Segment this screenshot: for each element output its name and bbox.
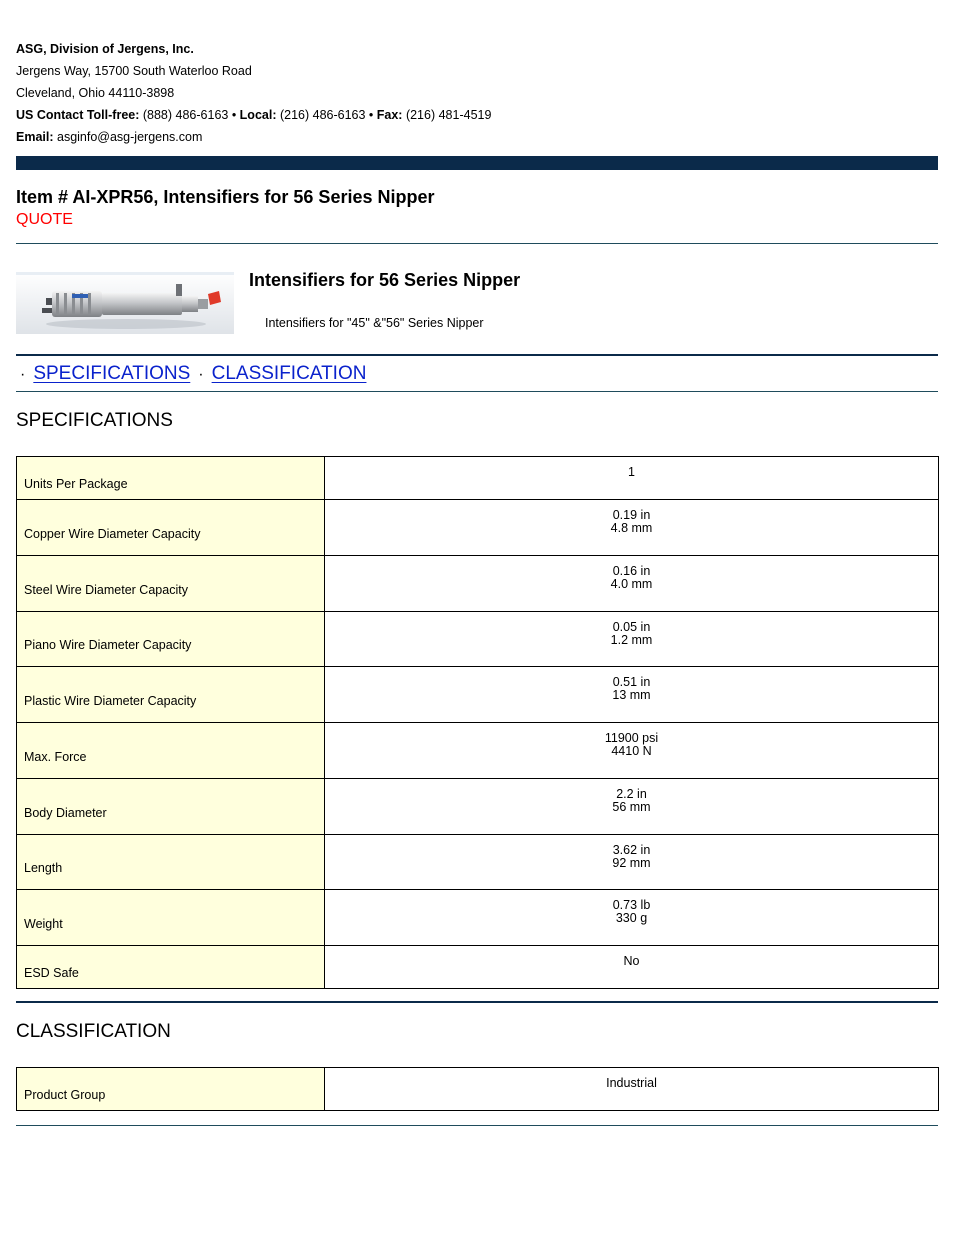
footer-divider [16,1125,938,1126]
spec-value-cell [325,667,939,723]
spec-value-metric: 4.8 mm [610,521,653,535]
spec-label-cell [17,890,325,946]
table-row [17,667,939,723]
address-line-2: Cleveland, Ohio 44110-3898 [16,86,175,100]
spec-label: Plastic Wire Diameter Capacity [24,693,197,708]
spec-label: Max. Force [24,749,87,764]
spec-value-cell [325,1068,939,1111]
specifications-table [16,456,939,989]
product-title: Intensifiers for 56 Series Nipper [249,270,521,290]
spec-value-imperial: 0.73 lb [612,898,651,912]
spec-label-cell [17,500,325,556]
item-title: Item # AI-XPR56, Intensifiers for 56 Series Nipper [16,187,435,207]
phone-line [16,104,491,126]
tollfree-label: US Contact Toll-free: [16,108,140,122]
local-label: Local: [239,108,277,122]
table-row [17,457,939,500]
email-address: asginfo@asg-jergens.com [53,130,203,144]
spec-value-metric: 4410 N [611,744,652,758]
spec-label: Product Group [24,1088,106,1102]
spec-value-metric: 4.0 mm [610,577,653,591]
nav-top-divider [16,354,938,356]
spec-value-imperial: 11900 psi [604,731,659,745]
classification-heading: CLASSIFICATION [16,1021,171,1042]
spec-label-cell [17,723,325,779]
nav-bullet: · [198,366,204,383]
table-row [17,946,939,989]
classification-top-divider [16,1001,938,1003]
nav-link-specifications[interactable]: SPECIFICATIONS [33,363,191,384]
spec-value-cell [325,779,939,835]
spec-value-cell [325,556,939,612]
spec-label: Steel Wire Diameter Capacity [24,582,188,597]
nav-bullet: · [20,366,26,383]
table-row [17,556,939,612]
table-row [17,779,939,835]
spec-value-cell [325,946,939,989]
spec-value-imperial: 0.51 in [612,675,651,689]
spec-label-cell [17,667,325,723]
table-row [17,1068,939,1111]
fax-label: Fax: [376,108,403,122]
nav-link-classification[interactable]: CLASSIFICATION [211,363,367,384]
spec-value-imperial: 1 [628,465,635,479]
table-row [17,612,939,667]
company-name: ASG, Division of Jergens, Inc. [16,42,194,56]
spec-label: Piano Wire Diameter Capacity [24,638,192,652]
spec-label-cell [17,556,325,612]
section-nav [20,363,366,385]
product-image [16,272,234,334]
spec-label: Units Per Package [24,477,128,491]
spec-value-imperial: 0.16 in [612,564,651,578]
product-description: Intensifiers for "45" &"56" Series Nipper [265,316,484,330]
spec-value-cell [325,723,939,779]
email-line [16,126,491,148]
spec-label-cell [17,612,325,667]
nav-bottom-divider [16,391,938,392]
divider [16,243,938,244]
spec-value-imperial: 0.19 in [612,508,651,522]
spec-label: Weight [24,916,63,931]
spec-label-cell [17,946,325,989]
spec-label-cell [17,779,325,835]
fax-number: (216) 481-4519 [402,108,492,122]
spec-label: Body Diameter [24,805,107,820]
specifications-heading: SPECIFICATIONS [16,410,173,431]
spec-value-imperial: 0.05 in [612,620,651,634]
spec-value-imperial: 3.62 in [612,843,651,857]
spec-value-cell [325,890,939,946]
table-row [17,890,939,946]
classification-table [16,1067,939,1111]
spec-value-imperial: Industrial [606,1076,657,1090]
spec-label: Copper Wire Diameter Capacity [24,526,201,541]
spec-value-cell [325,457,939,500]
spec-value-cell [325,612,939,667]
spec-value-imperial: 2.2 in [616,787,647,801]
email-label: Email: [16,130,54,144]
spec-value-cell [325,500,939,556]
spec-value-metric: 330 g [615,911,648,925]
spec-value-metric: 56 mm [612,800,651,814]
local-number: (216) 486-6163 • [276,108,377,122]
table-row [17,500,939,556]
table-row [17,723,939,779]
spec-label-cell [17,457,325,500]
spec-value-metric: 1.2 mm [610,633,653,647]
tollfree-number: (888) 486-6163 • [139,108,240,122]
contact-block [16,38,491,148]
spec-label-cell [17,1068,325,1111]
spec-value-metric: 92 mm [612,856,651,870]
spec-value-imperial: No [623,954,640,968]
table-row [17,835,939,890]
spec-label: Length [24,861,63,875]
address-line-1: Jergens Way, 15700 South Waterloo Road [16,64,252,78]
quote-label: QUOTE [16,211,73,228]
spec-value-cell [325,835,939,890]
header-bar [16,156,938,170]
spec-value-metric: 13 mm [612,688,651,702]
spec-label-cell [17,835,325,890]
spec-label: ESD Safe [24,966,79,980]
